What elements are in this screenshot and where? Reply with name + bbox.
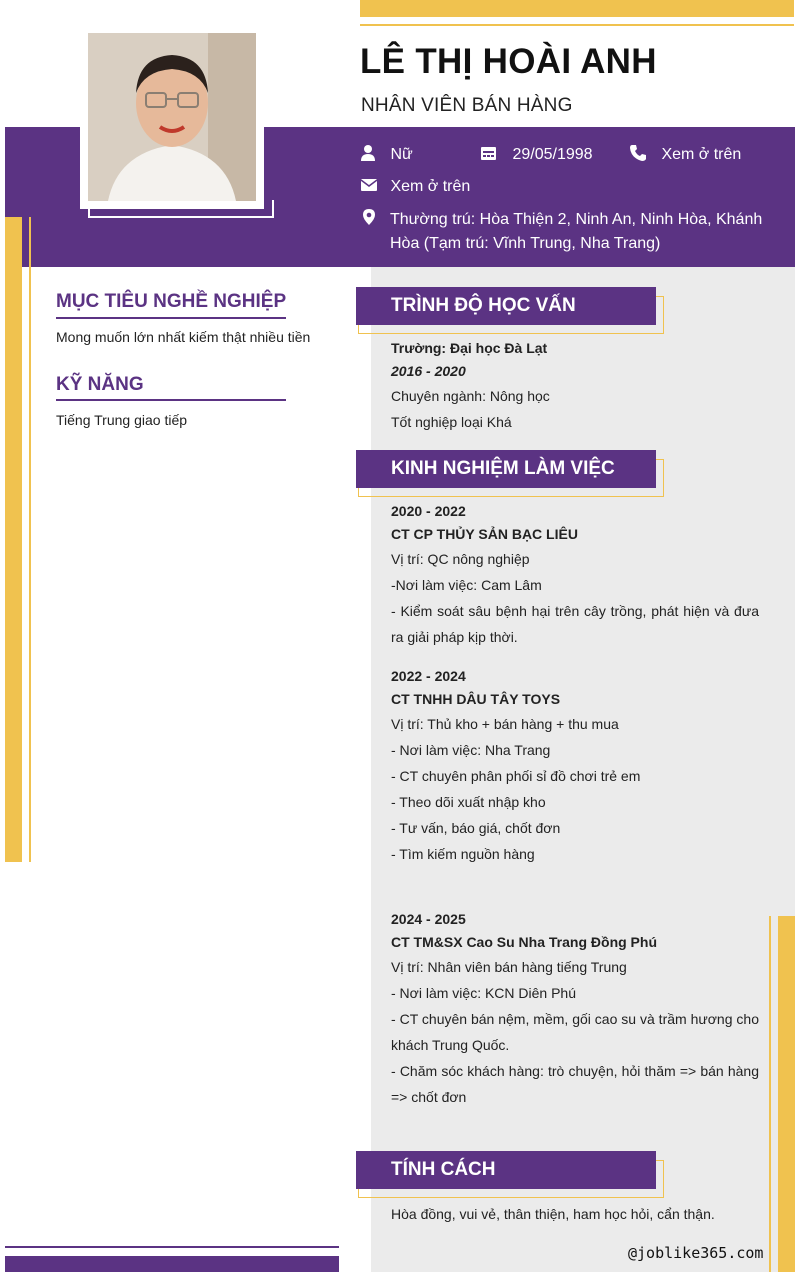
job-line: Vị trí: Nhân viên bán hàng tiếng Trung [391,959,627,975]
calendar-icon [480,144,498,162]
left-gold-bar [5,217,22,862]
left-gold-line [29,217,31,862]
objective-title: MỤC TIÊU NGHỀ NGHIỆP [56,291,287,312]
job-details [391,711,759,867]
job-line: - Kiểm soát sâu bệnh hại trên cây trồng, phát hiện và đưa ra giải pháp kịp thời. [391,603,759,645]
objective-underline [56,317,286,319]
job-line: - Nơi làm việc: Nha Trang [391,742,551,758]
education-grade: Tốt nghiệp loại Khá [391,414,512,430]
user-icon [360,144,378,162]
skills-underline [56,399,286,401]
right-gold-bar [778,916,795,1272]
job-line: - Chăm sóc khách hàng: trò chuyện, hỏi thăm => bán hàng => chốt đơn [391,1063,759,1105]
objective-text: Mong muốn lớn nhất kiếm thật nhiều tiền [56,329,311,345]
skills-text: Tiếng Trung giao tiếp [56,412,188,428]
personality-heading [356,1151,656,1189]
education-title: TRÌNH ĐỘ HỌC VẤN [391,295,576,316]
phone-value: Xem ở trên [661,146,742,163]
experience-heading [356,450,656,488]
job-company: CT CP THỦY SẢN BẠC LIÊU [391,526,578,542]
birthday-item [480,144,593,164]
personality-text: Hòa đồng, vui vẻ, thân thiện, ham học hỏi, cẩn thận. [391,1206,715,1222]
education-years: 2016 - 2020 [391,363,466,379]
birthday-value: 29/05/1998 [512,146,593,163]
address-line-2: Hòa (Tạm trú: Vĩnh Trung, Nha Trang) [390,235,661,252]
email-value: Xem ở trên [390,178,471,195]
job-line: - Tìm kiếm nguồn hàng [391,846,535,862]
education-major: Chuyên ngành: Nông học [391,388,550,404]
phone-item [629,144,741,164]
job-line: Vị trí: QC nông nghiệp [391,551,530,567]
job-company: CT TNHH DÂU TÂY TOYS [391,691,561,707]
email-icon [360,176,378,194]
job-details [391,546,759,650]
job-line: - CT chuyên phân phối sỉ đồ chơi trẻ em [391,768,641,784]
job-line: - Theo dõi xuất nhập kho [391,794,546,810]
photo-outline [88,200,274,218]
job-period: 2024 - 2025 [391,911,466,927]
personality-title: TÍNH CÁCH [391,1159,496,1180]
job-line: Vị trí: Thủ kho + bán hàng + thu mua [391,716,619,732]
job-line: - Tư vấn, báo giá, chốt đơn [391,820,561,836]
skills-title: KỸ NĂNG [56,374,144,395]
job-company: CT TM&SX Cao Su Nha Trang Đồng Phú [391,934,657,950]
job-period: 2020 - 2022 [391,503,466,519]
top-gold-line [360,24,794,26]
bottom-bar [5,1256,339,1272]
phone-icon [629,144,647,162]
education-school: Trường: Đại học Đà Lạt [391,340,548,356]
gender-item [360,144,413,164]
location-icon-wrap [360,208,378,231]
job-line: - Nơi làm việc: KCN Diên Phú [391,985,577,1001]
address-item [390,208,770,256]
experience-title: KINH NGHIỆM LÀM VIỆC [391,458,615,479]
job-period: 2022 - 2024 [391,668,466,684]
job-title: NHÂN VIÊN BÁN HÀNG [361,95,573,116]
email-item [360,176,470,196]
gender-value: Nữ [390,146,413,163]
profile-photo [88,33,256,201]
bottom-line [5,1246,339,1248]
education-heading [356,287,656,325]
job-line: - CT chuyên bán nệm, mềm, gối cao su và trầm hương cho khách Trung Quốc. [391,1011,759,1053]
candidate-name: LÊ THỊ HOÀI ANH [360,42,657,81]
address-line-1: Thường trú: Hòa Thiện 2, Ninh An, Ninh Hòa, Khánh [390,211,763,228]
watermark: @joblike365.com [628,1244,764,1262]
right-gold-line [769,916,771,1272]
job-details [391,954,759,1110]
top-gold-bar [360,0,794,17]
job-line: -Nơi làm việc: Cam Lâm [391,577,542,593]
location-icon [360,208,378,226]
